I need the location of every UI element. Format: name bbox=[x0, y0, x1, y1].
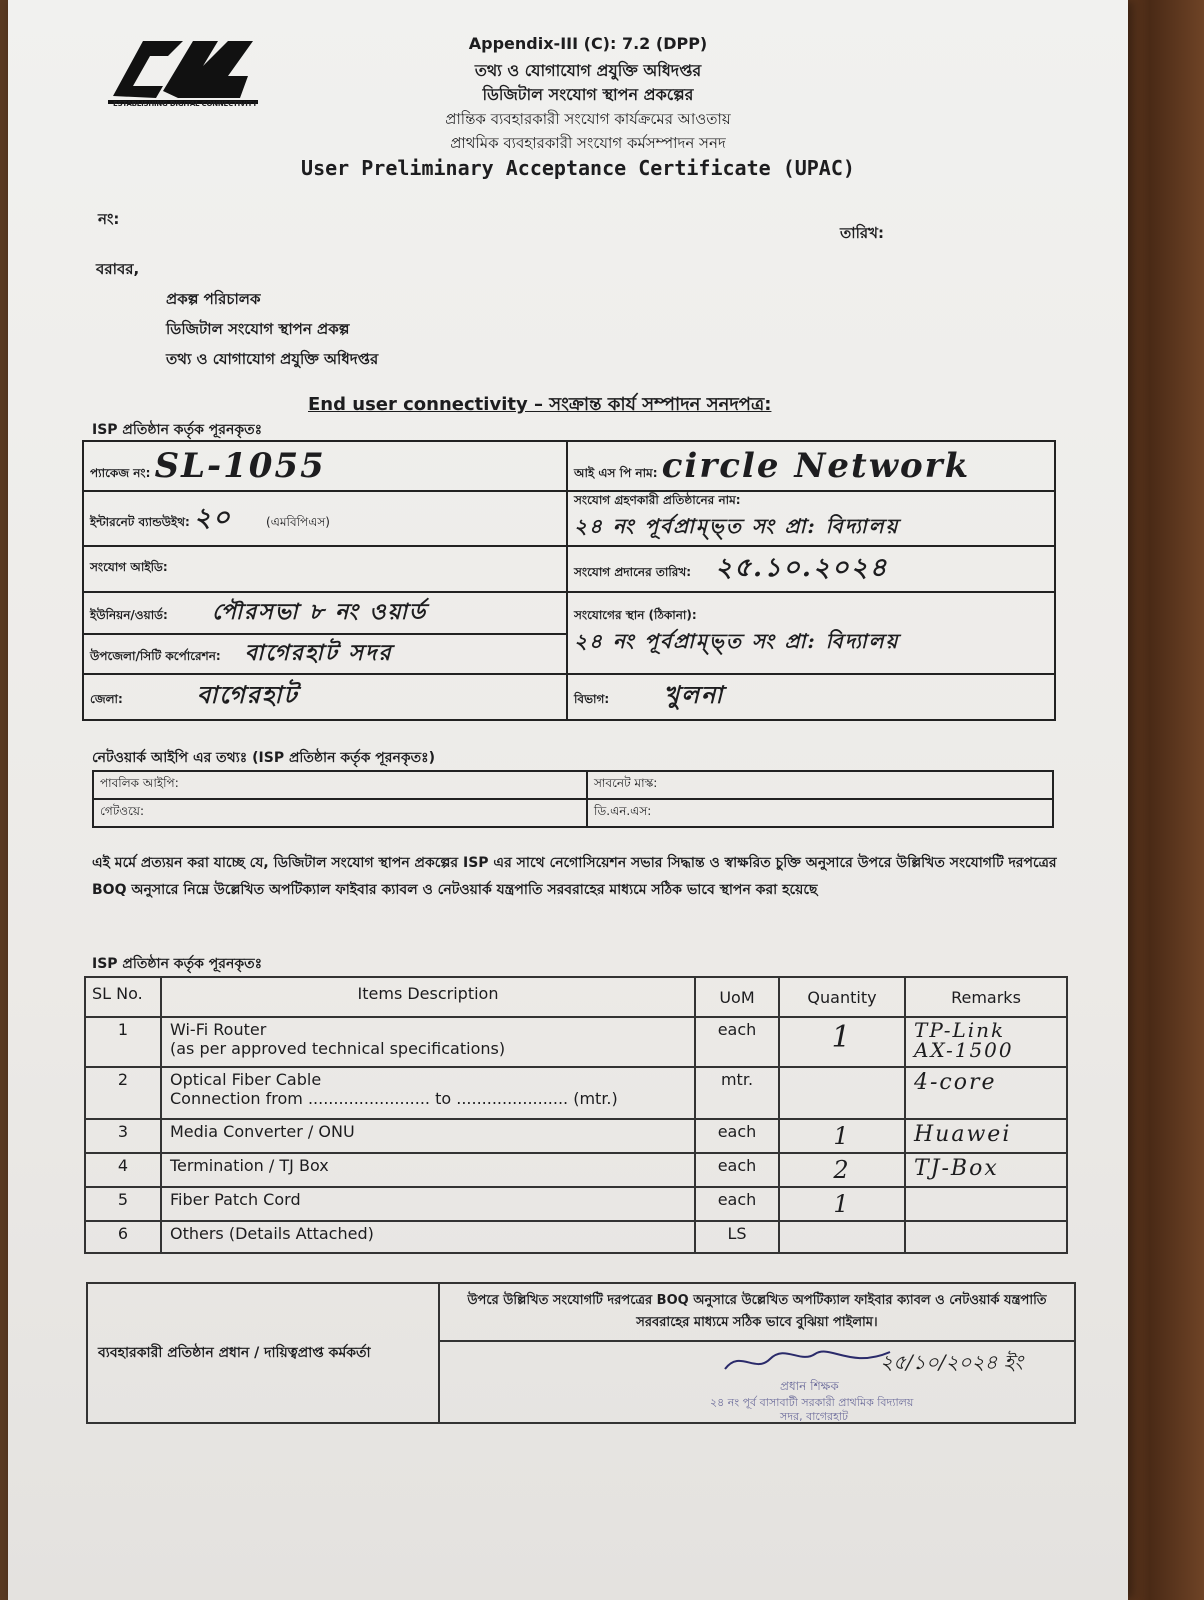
public-ip-label: পাবলিক আইপি: bbox=[100, 776, 179, 790]
stamp-line-2: ২৪ নং পূর্ব বাসাবাটী সরকারী প্রাথমিক বিদ্যালয় bbox=[710, 1396, 914, 1409]
signoff-left: ব্যবহারকারী প্রতিষ্ঠান প্রধান / দায়িত্বপ্রাপ্ত কর্মকর্তা bbox=[87, 1283, 439, 1423]
dns-label: ডি.এন.এস: bbox=[594, 804, 652, 818]
qty-cell: 2 bbox=[779, 1153, 905, 1187]
desc-cell bbox=[161, 1017, 695, 1067]
union-label: ইউনিয়ন/ওয়ার্ড: bbox=[90, 607, 168, 622]
col-remarks: Remarks bbox=[905, 977, 1067, 1017]
sl-cell: 3 bbox=[85, 1119, 161, 1153]
location-label: সংযোগের স্থান (ঠিকানা): bbox=[574, 607, 697, 622]
gateway-cell bbox=[93, 799, 587, 827]
package-cell bbox=[83, 441, 567, 491]
sl-cell: 4 bbox=[85, 1153, 161, 1187]
section-title: End user connectivity – সংক্রান্ত কার্য সম্পাদন সনদপত্র: bbox=[308, 394, 772, 415]
subnet-cell bbox=[587, 771, 1053, 799]
items-header-row bbox=[85, 977, 1067, 1017]
certification-statement: এই মর্মে প্রত্যয়ন করা যাচ্ছে যে, ডিজিটাল সংযোগ স্থাপন প্রকল্পের ISP এর সাথে নেগোসিয়েশন সভার সিদ্ধান্ত ও স্বাক্ষরিত চুক্তি অনুসারে উপরে উল্লিখিত সংযোগটি দরপত্রের BOQ অনুসারে নিম্নে উল্লেখিত অপটিক্যাল ফাইবার ক্যাবল ও নেটওয়ার্ক যন্ত্রপাতি সরবরাহের মাধ্যমে সঠিক ভাবে স্থাপন করা হয়েছে bbox=[92, 855, 1057, 898]
remarks-cell bbox=[905, 1017, 1067, 1067]
signoff-right bbox=[439, 1283, 1075, 1423]
signature-date: ২৫/১০/২০২৪ ইং bbox=[880, 1350, 1023, 1374]
logo-caption: ESTABLISHING DIGITAL CONNECTIVITY bbox=[113, 100, 258, 108]
address-to: বরাবর, bbox=[96, 260, 140, 278]
isp-fill-label-2: ISP প্রতিষ্ঠান কর্তৃক পূরনকৃতঃ bbox=[92, 956, 263, 972]
info-row bbox=[83, 441, 1055, 491]
package-value: SL-1055 bbox=[154, 446, 326, 486]
info-row bbox=[83, 546, 1055, 592]
desc-text: Wi-Fi Router bbox=[170, 1020, 267, 1039]
district-cell bbox=[83, 674, 567, 720]
desc-cell: Fiber Patch Cord bbox=[161, 1187, 695, 1221]
qty-cell: 1 bbox=[779, 1187, 905, 1221]
col-uom: UoM bbox=[695, 977, 779, 1017]
table-row bbox=[85, 1221, 1067, 1253]
public-ip-cell bbox=[93, 771, 587, 799]
qty-cell: 1 bbox=[779, 1119, 905, 1153]
uom-cell: each bbox=[695, 1153, 779, 1187]
desc-sub: (as per approved technical specifications) bbox=[170, 1039, 506, 1058]
remarks-sub: AX-1500 bbox=[914, 1038, 1014, 1062]
table-row bbox=[85, 1187, 1067, 1221]
remarks-cell bbox=[905, 1187, 1067, 1221]
uom-cell: mtr. bbox=[695, 1067, 779, 1119]
division-label: বিভাগ: bbox=[574, 692, 610, 706]
table-row bbox=[85, 1153, 1067, 1187]
isp-fill-label: ISP প্রতিষ্ঠান কর্তৃক পূরনকৃতঃ bbox=[92, 422, 263, 438]
desc-sub: Connection from ........................ to ...................... (mtr.) bbox=[170, 1089, 618, 1108]
package-label: প্যাকেজ নং: bbox=[90, 466, 151, 480]
info-row bbox=[83, 674, 1055, 720]
items-table bbox=[84, 976, 1068, 1254]
union-value: পৌরসভা ৮ নং ওয়ার্ড bbox=[212, 598, 428, 625]
dns-cell bbox=[587, 799, 1053, 827]
stamp-line-1: প্রধান শিক্ষক bbox=[780, 1379, 839, 1393]
division-value: খুলনা bbox=[663, 680, 725, 709]
info-row bbox=[83, 491, 1055, 546]
table-row bbox=[85, 1119, 1067, 1153]
remarks-cell bbox=[905, 1221, 1067, 1253]
remarks-cell: 4-core bbox=[905, 1067, 1067, 1119]
isp-name-label: আই এস পি নাম: bbox=[574, 466, 658, 480]
sl-cell: 6 bbox=[85, 1221, 161, 1253]
col-qty: Quantity bbox=[779, 977, 905, 1017]
uom-cell: each bbox=[695, 1119, 779, 1153]
col-sl: SL No. bbox=[85, 977, 161, 1017]
receiver-label: সংযোগ গ্রহণকারী প্রতিষ্ঠানের নাম: bbox=[574, 493, 741, 507]
sl-cell: 1 bbox=[85, 1017, 161, 1067]
remarks-cell: Huawei bbox=[905, 1119, 1067, 1153]
conn-date-label: সংযোগ প্রদানের তারিখ: bbox=[574, 565, 692, 579]
qty-cell bbox=[779, 1221, 905, 1253]
remarks-text: TP-Link bbox=[914, 1018, 1006, 1042]
gateway-label: গেটওয়ে: bbox=[100, 804, 145, 818]
upazila-label: উপজেলা/সিটি কর্পোরেশন: bbox=[90, 648, 221, 663]
address-line-1: প্রকল্প পরিচালক bbox=[166, 290, 261, 308]
bandwidth-value: ২০ bbox=[194, 502, 232, 533]
desc-cell: Media Converter / ONU bbox=[161, 1119, 695, 1153]
desc-cell: Termination / TJ Box bbox=[161, 1153, 695, 1187]
remarks-cell: TJ-Box bbox=[905, 1153, 1067, 1187]
division-cell bbox=[567, 674, 1055, 720]
bandwidth-unit: (এমবিপিএস) bbox=[266, 514, 330, 529]
info-row bbox=[83, 592, 1055, 634]
isp-name-cell bbox=[567, 441, 1055, 491]
qty-cell bbox=[779, 1067, 905, 1119]
signoff-table bbox=[86, 1282, 1076, 1424]
table-row bbox=[85, 1067, 1067, 1119]
location-value: ২৪ নং পূর্বপ্রাম্ভ্ত সং প্রা: বিদ্যালয় bbox=[574, 628, 900, 653]
receiver-cell bbox=[567, 491, 1055, 546]
signoff-row bbox=[87, 1283, 1075, 1423]
district-value: বাগেরহাট bbox=[197, 680, 299, 709]
upazila-cell bbox=[83, 634, 567, 674]
qty-cell: 1 bbox=[779, 1017, 905, 1067]
network-row bbox=[93, 771, 1053, 799]
network-row bbox=[93, 799, 1053, 827]
signature-area bbox=[440, 1342, 1074, 1422]
header-line-2: ডিজিটাল সংযোগ স্থাপন প্রকল্পের bbox=[482, 85, 694, 104]
appendix-label: Appendix-III (C): 7.2 (DPP) bbox=[468, 34, 708, 53]
uom-cell: each bbox=[695, 1187, 779, 1221]
header-line-4: প্রাথমিক ব্যবহারকারী সংযোগ কর্মসম্পাদন সনদ bbox=[450, 134, 726, 152]
col-desc: Items Description bbox=[161, 977, 695, 1017]
district-label: জেলা: bbox=[90, 692, 123, 706]
conn-date-cell bbox=[567, 546, 1055, 592]
location-cell bbox=[567, 592, 1055, 674]
address-line-3: তথ্য ও যোগাযোগ প্রযুক্তি অধিদপ্তর bbox=[166, 350, 379, 368]
conn-date-value: ২৫.১০.২০২৪ bbox=[715, 553, 889, 583]
isp-name-value: circle Network bbox=[661, 446, 971, 486]
conn-id-label: সংযোগ আইডি: bbox=[90, 560, 168, 574]
uom-cell: LS bbox=[695, 1221, 779, 1253]
desc-text: Optical Fiber Cable bbox=[170, 1070, 322, 1089]
address-line-2: ডিজিটাল সংযোগ স্থাপন প্রকল্প bbox=[166, 320, 350, 338]
table-row bbox=[85, 1017, 1067, 1067]
network-title: নেটওয়ার্ক আইপি এর তথ্যঃ (ISP প্রতিষ্ঠান কর্তৃক পূরনকৃতঃ) bbox=[92, 750, 436, 766]
bandwidth-label: ইন্টারনেট ব্যান্ডউইথ: bbox=[90, 514, 190, 529]
receiver-value: ২৪ নং পূর্বপ্রাম্ভ্ত সং প্রা: বিদ্যালয় bbox=[574, 514, 900, 538]
document-page bbox=[8, 0, 1128, 1600]
network-ip-table bbox=[92, 770, 1054, 828]
upazila-value: বাগেরহাট সদর bbox=[244, 639, 393, 666]
header-line-3: প্রান্তিক ব্যবহারকারী সংযোগ কার্যক্রমের আওতায় bbox=[445, 110, 731, 128]
subnet-label: সাবনেট মাস্ক: bbox=[594, 776, 658, 790]
uom-cell: each bbox=[695, 1017, 779, 1067]
desc-cell bbox=[161, 1067, 695, 1119]
desc-cell: Others (Details Attached) bbox=[161, 1221, 695, 1253]
bandwidth-cell bbox=[83, 491, 567, 546]
header-line-1: তথ্য ও যোগাযোগ প্রযুক্তি অধিদপ্তর bbox=[474, 61, 702, 80]
ref-no-label: নং: bbox=[98, 210, 120, 228]
conn-id-cell bbox=[83, 546, 567, 592]
sl-cell: 5 bbox=[85, 1187, 161, 1221]
stamp-line-3: সদর, বাগেরহাট bbox=[780, 1410, 849, 1423]
signoff-statement: উপরে উল্লিখিত সংযোগটি দরপত্রের BOQ অনুসারে উল্লেখিত অপটিক্যাল ফাইবার ক্যাবল ও নেটওয়ার্ক যন্ত্রপাতি সরবরাহের মাধ্যমে সঠিক ভাবে বুঝিয়া পাইলাম। bbox=[440, 1284, 1074, 1342]
date-label: তারিখ: bbox=[840, 224, 884, 242]
sl-cell: 2 bbox=[85, 1067, 161, 1119]
union-cell bbox=[83, 592, 567, 634]
document-title: User Preliminary Acceptance Certificate (UPAC) bbox=[301, 156, 855, 180]
connection-info-table bbox=[82, 440, 1056, 721]
